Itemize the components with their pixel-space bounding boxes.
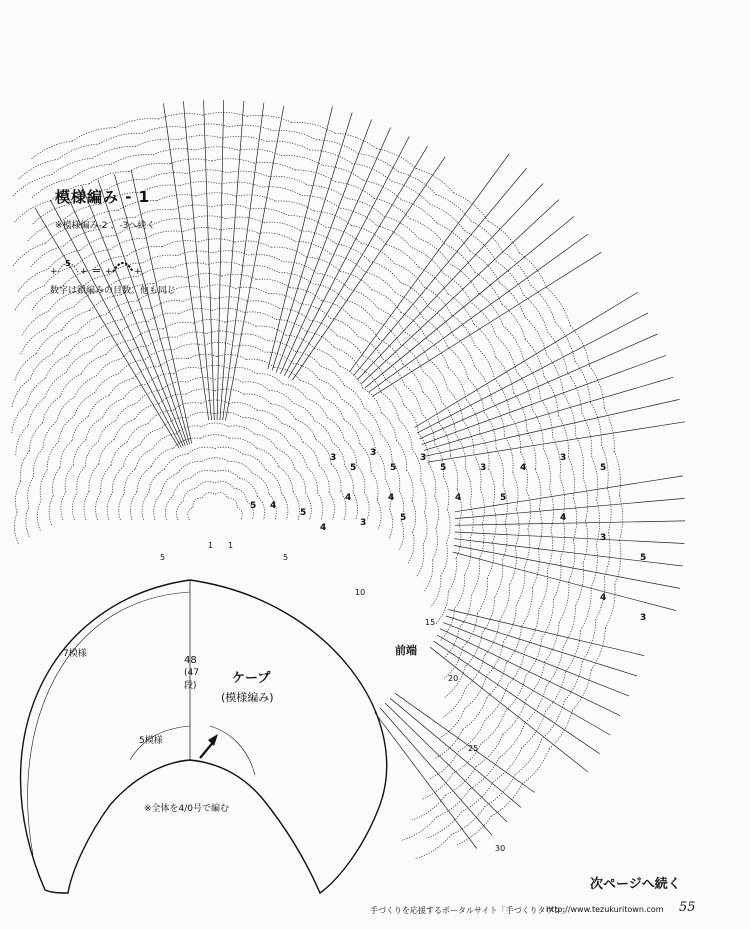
chain-count: 5: [300, 508, 307, 518]
cape-schematic: [21, 580, 387, 893]
row-marker: 5: [160, 553, 166, 562]
site-url[interactable]: http://www.tezukuritown.com: [546, 905, 664, 914]
row-marker: 5: [283, 553, 289, 562]
row-marker: 10: [355, 588, 366, 597]
pattern-title: 模様編み - 1: [55, 188, 151, 206]
dc-stitch: [427, 422, 685, 462]
chain-count: 3: [330, 453, 337, 463]
chain-count: 3: [370, 448, 377, 458]
chain-ring: [188, 493, 243, 520]
chain-ring: [12, 297, 439, 592]
chain-count: 4: [270, 501, 277, 511]
cape-title: ケープ: [232, 671, 271, 686]
chain-ring: [32, 239, 496, 679]
hook-size-note: ※全体を4/0号で編む: [144, 804, 230, 814]
dc-stitch: [217, 100, 224, 420]
chain-count: 3: [560, 453, 567, 463]
svg-text:+: +: [80, 267, 88, 277]
inner-repeat-label: 5模様: [139, 736, 163, 746]
inner-arc-dim-right: [210, 726, 255, 775]
chain-count: 3: [420, 453, 427, 463]
chain-count: 5: [390, 463, 397, 473]
svg-text:+: +: [105, 267, 113, 277]
chain-count: 3: [600, 533, 607, 543]
chain-count: 4: [320, 523, 327, 533]
dc-stitch: [288, 146, 427, 378]
dc-stitch: [422, 355, 666, 444]
arrowhead: [208, 734, 218, 746]
dc-stitch: [455, 521, 685, 525]
chain-count: 4: [388, 493, 395, 503]
dc-stitch: [358, 184, 544, 380]
dc-stitch: [385, 703, 507, 822]
dc-stitch: [440, 629, 620, 716]
dc-stitch: [455, 476, 683, 512]
chain-count: 5: [500, 493, 507, 503]
chain-ring: [21, 262, 474, 641]
chain-ring: [72, 377, 357, 520]
chain-ring: [15, 273, 461, 623]
svg-text:+: +: [50, 267, 58, 277]
dc-stitch: [361, 200, 559, 384]
chain-ring: [84, 389, 346, 520]
row-marker: 30: [495, 844, 506, 853]
chain-ring: [13, 136, 600, 839]
outer-arc-dim: [28, 592, 190, 855]
dc-stitch: [455, 498, 685, 518]
portal-credit: 手づくりを応援するポータルサイト「手づくりタウン」: [370, 906, 570, 915]
row-marker: 20: [448, 674, 459, 683]
chain-ring: [26, 331, 407, 551]
chain-count: 4: [600, 593, 607, 603]
svg-text:+: +: [134, 267, 142, 277]
page-number: 55: [679, 900, 696, 915]
chain-count: 5: [350, 463, 357, 473]
cape-outline: [21, 580, 387, 893]
chain-count: 3: [360, 518, 367, 528]
next-page-note: 次ページへ続く: [590, 877, 681, 892]
dc-stitch: [455, 532, 685, 544]
chain-count: 5: [640, 553, 647, 563]
chain-ring: [37, 342, 395, 539]
dc-stitch: [163, 103, 208, 420]
chain-count: 4: [520, 463, 527, 473]
dc-stitch: [284, 136, 409, 375]
dc-stitch: [430, 647, 588, 772]
row-marker: 15: [425, 618, 436, 627]
dc-stitch: [424, 377, 674, 450]
dc-stitch: [272, 113, 352, 371]
dc-stitch: [372, 252, 601, 396]
chain-count: 3: [640, 613, 647, 623]
dc-stitch: [204, 100, 215, 420]
row-marker: 1: [208, 541, 214, 550]
chain-ring: [16, 308, 427, 577]
chain-ring: [12, 285, 450, 607]
dc-stitch: [223, 103, 264, 420]
dc-stitch: [417, 313, 648, 433]
legend-count: 5: [65, 259, 71, 268]
dc-stitch: [183, 101, 211, 420]
rows-value-b: 段): [184, 681, 197, 691]
stitch-count-note: 数字は鎖編みの目数。他も同じ: [50, 286, 177, 296]
chain-ring: [14, 319, 415, 563]
chain-count: 3: [480, 463, 487, 473]
chain-ring: [61, 365, 369, 520]
dc-stitch: [50, 200, 181, 448]
continuation-note: ※模様編み-2 、-3へ続く: [55, 221, 156, 231]
length-value: 48: [184, 655, 197, 666]
chain-count: 4: [560, 513, 567, 523]
cape-subtitle: (模様編み): [221, 691, 274, 704]
chain-ring: [165, 470, 264, 520]
stitch-legend: [48, 252, 168, 282]
dc-stitch: [369, 234, 588, 392]
dc-stitch: [443, 622, 629, 696]
row-marker: 25: [468, 744, 479, 753]
chain-ring: [154, 458, 277, 520]
outer-repeat-label: 7模様: [63, 649, 87, 659]
dc-stitch: [420, 334, 658, 439]
dc-stitch: [390, 698, 521, 807]
chain-count: 5: [400, 513, 407, 523]
front-edge-label: 前端: [395, 644, 417, 657]
chain-ring: [96, 400, 335, 520]
chain-ring: [22, 251, 487, 660]
dc-stitch: [220, 101, 244, 420]
legend-eq: =: [92, 264, 102, 277]
dc-stitch: [437, 635, 610, 735]
chain-count: 4: [455, 493, 462, 503]
chain-count: 5: [440, 463, 447, 473]
chain-count: 5: [250, 501, 257, 511]
rows-value-a: (47: [184, 668, 199, 678]
chain-ring: [177, 482, 257, 520]
dc-stitch: [131, 170, 192, 444]
chain-count: 5: [600, 463, 607, 473]
chain-ring: [107, 412, 323, 520]
dc-stitch: [114, 174, 189, 444]
dc-stitch: [365, 217, 574, 388]
dc-stitch: [426, 399, 680, 456]
row-marker: 1: [228, 541, 234, 550]
dc-stitch: [446, 616, 637, 676]
chain-ring: [49, 354, 381, 529]
dc-stitch: [380, 708, 492, 836]
chain-count: 4: [345, 493, 352, 503]
